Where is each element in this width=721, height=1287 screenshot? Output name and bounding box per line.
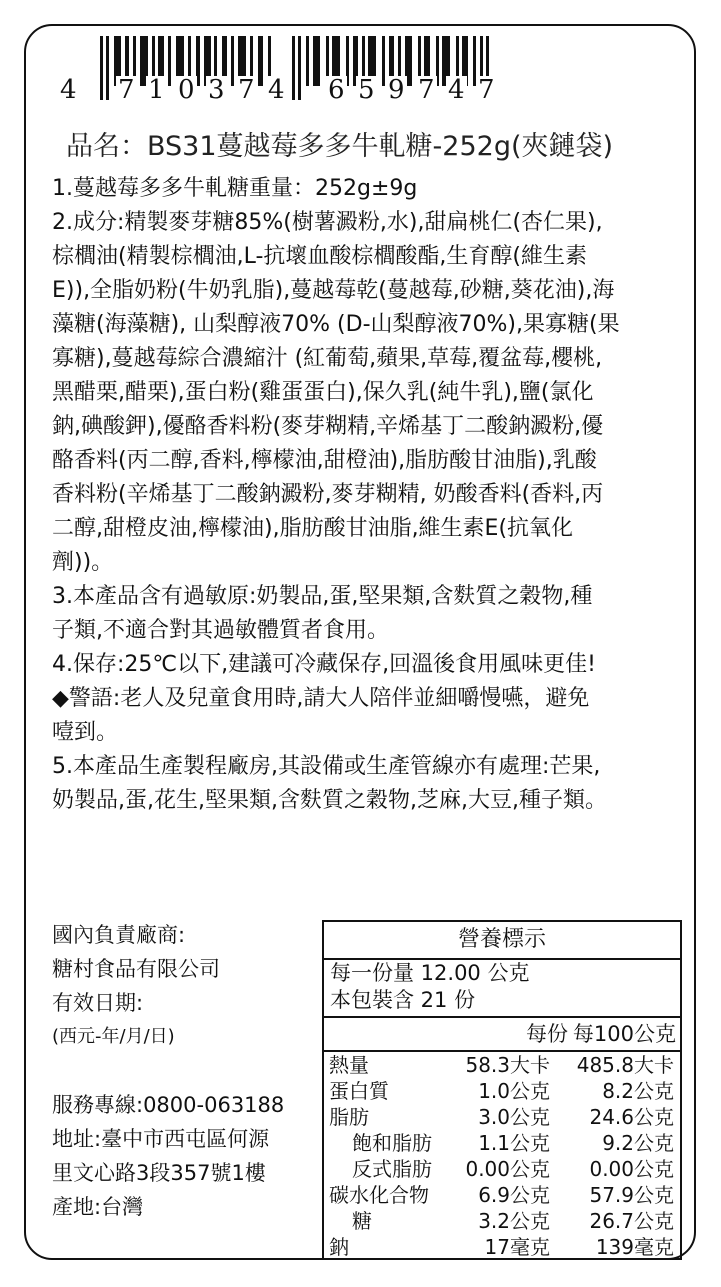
ingredient-line: 1.蔓越莓多多牛軋糖重量：252g±9g <box>52 176 418 201</box>
ingredient-line: 二醇,甜橙皮油,檸檬油),脂肪酸甘油脂,維生素E(抗氧化 <box>52 516 574 541</box>
col-per-serving: 每份 <box>526 1022 568 1046</box>
nutrient-per-100g: 485.8大卡 <box>576 1053 674 1077</box>
ingredient-line: 藻糖(海藻糖), 山梨醇液70% (D-山梨醇液70%),果寡糖(果 <box>52 312 620 337</box>
nutrition-row <box>324 1078 680 1104</box>
nutrition-column-headers <box>324 1016 680 1052</box>
ingredient-line: 寡糖),蔓越莓綜合濃縮汁 (紅葡萄,蘋果,草莓,覆盆莓,櫻桃, <box>52 346 603 371</box>
barcode-digit: 9 <box>388 75 405 105</box>
ingredient-line: ◆警語:老人及兒童食用時,請大人陪伴並細嚼慢嚥，避免 <box>52 686 590 711</box>
nutrient-per-serving: 17毫克 <box>484 1235 550 1259</box>
nutrition-row <box>324 1156 680 1182</box>
maker-name: 糖村食品有限公司 <box>52 957 220 981</box>
serving-info <box>330 960 529 1014</box>
nutrient-per-serving: 1.0公克 <box>478 1079 550 1103</box>
ingredient-line: 3.本產品含有過敏原:奶製品,蛋,堅果類,含麩質之穀物,種 <box>52 584 593 609</box>
address-line-1: 地址:臺中市西屯區何源 <box>52 1127 270 1151</box>
nutrition-row <box>324 1130 680 1156</box>
nutrient-per-serving: 6.9公克 <box>478 1183 550 1207</box>
ingredient-line: 5.本產品生產製程廠房,其設備或生產管線亦有處理:芒果, <box>52 754 601 779</box>
company-info <box>52 918 284 1224</box>
barcode-digit: 7 <box>238 75 255 105</box>
nutrition-row <box>324 1234 680 1260</box>
barcode-digit: 4 <box>60 75 77 105</box>
origin: 產地:台灣 <box>52 1195 144 1219</box>
nutrient-name: 碳水化合物 <box>329 1183 429 1207</box>
ingredient-line: 棕櫚油(精製棕櫚油,L-抗壞血酸棕櫚酸酯,生育醇(維生素 <box>52 244 587 269</box>
spacer <box>52 1054 284 1088</box>
maker-label: 國內負責廠商: <box>52 923 186 947</box>
nutrient-per-serving: 1.1公克 <box>478 1131 550 1155</box>
nutrient-per-100g: 24.6公克 <box>589 1105 674 1129</box>
ingredient-line: 噎到。 <box>52 720 119 745</box>
nutrient-per-serving: 3.2公克 <box>478 1209 550 1233</box>
nutrient-name: 熱量 <box>329 1053 369 1077</box>
ingredient-line: 黑醋栗,醋栗),蛋白粉(雞蛋蛋白),保久乳(純牛乳),鹽(氯化 <box>52 380 594 405</box>
ingredient-line: 鈉,碘酸鉀),優酪香料粉(麥芽糊精,辛烯基丁二酸鈉澱粉,優 <box>52 414 604 439</box>
nutrient-name: 反式脂肪 <box>352 1157 432 1181</box>
product-title: 品名：BS31蔓越莓多多牛軋糖-252g(夾鏈袋) <box>66 131 614 162</box>
nutrition-heading: 營養標示 <box>324 922 680 960</box>
nutrient-name: 鈉 <box>329 1235 349 1259</box>
nutrient-name: 蛋白質 <box>329 1079 389 1103</box>
barcode-digit: 3 <box>208 75 225 105</box>
ingredient-line: 子類,不適合對其過敏體質者食用。 <box>52 618 389 643</box>
servings-per-pack: 本包裝含 21 份 <box>330 988 476 1012</box>
nutrient-name: 飽和脂肪 <box>352 1131 432 1155</box>
nutrition-row <box>324 1182 680 1208</box>
nutrition-row <box>324 1104 680 1130</box>
barcode-digit: 7 <box>478 75 495 105</box>
ingredient-line: 奶製品,蛋,花生,堅果類,含麩質之穀物,芝麻,大豆,種子類。 <box>52 788 607 813</box>
ingredient-line: 4.保存:25℃以下,建議可冷藏保存,回溫後食用風味更佳! <box>52 652 596 677</box>
barcode-digit: 5 <box>358 75 375 105</box>
nutrition-rows <box>324 1052 680 1260</box>
barcode-digit: 6 <box>328 75 345 105</box>
nutrient-per-100g: 0.00公克 <box>589 1157 674 1181</box>
nutrient-per-serving: 58.3大卡 <box>465 1053 550 1077</box>
nutrient-per-100g: 57.9公克 <box>589 1183 674 1207</box>
nutrient-name: 糖 <box>352 1209 372 1233</box>
nutrient-per-100g: 9.2公克 <box>602 1131 674 1155</box>
ingredient-line: 酪香料(丙二醇,香料,檸檬油,甜橙油),脂肪酸甘油脂),乳酸 <box>52 448 597 473</box>
nutrient-per-100g: 26.7公克 <box>589 1209 674 1233</box>
barcode-digits <box>58 76 528 106</box>
nutrient-per-100g: 8.2公克 <box>602 1079 674 1103</box>
ingredient-line: E)),全脂奶粉(牛奶乳脂),蔓越莓乾(蔓越莓,砂糖,葵花油),海 <box>52 278 615 303</box>
nutrition-table <box>322 920 682 1260</box>
barcode-digit: 1 <box>148 75 165 105</box>
nutrient-name: 脂肪 <box>329 1105 369 1129</box>
serving-size: 每一份量 12.00 公克 <box>330 961 530 985</box>
nutrient-per-serving: 0.00公克 <box>465 1157 550 1181</box>
ingredient-line: 2.成分:精製麥芽糖85%(樹薯澱粉,水),甜扁桃仁(杏仁果), <box>52 210 603 235</box>
ingredients-text <box>52 172 692 818</box>
nutrient-per-100g: 139毫克 <box>595 1235 674 1259</box>
barcode-digit: 7 <box>118 75 135 105</box>
barcode-digit: 4 <box>268 75 285 105</box>
hotline: 服務專線:0800-063188 <box>52 1093 285 1117</box>
ingredient-line: 香料粉(辛烯基丁二酸鈉澱粉,麥芽糊精, 奶酸香料(香料,丙 <box>52 482 604 507</box>
nutrition-row <box>324 1052 680 1078</box>
expiry-format: (西元-年/月/日) <box>52 1026 175 1047</box>
address-line-2: 里文心路3段357號1樓 <box>52 1161 266 1185</box>
barcode-digit: 7 <box>418 75 435 105</box>
barcode-digit: 4 <box>448 75 465 105</box>
ingredient-line: 劑))。 <box>52 550 114 575</box>
expiry-label: 有效日期: <box>52 991 144 1015</box>
col-per-100g: 每100公克 <box>572 1022 676 1046</box>
nutrition-row <box>324 1208 680 1234</box>
nutrient-per-serving: 3.0公克 <box>478 1105 550 1129</box>
barcode-digit: 0 <box>178 75 195 105</box>
